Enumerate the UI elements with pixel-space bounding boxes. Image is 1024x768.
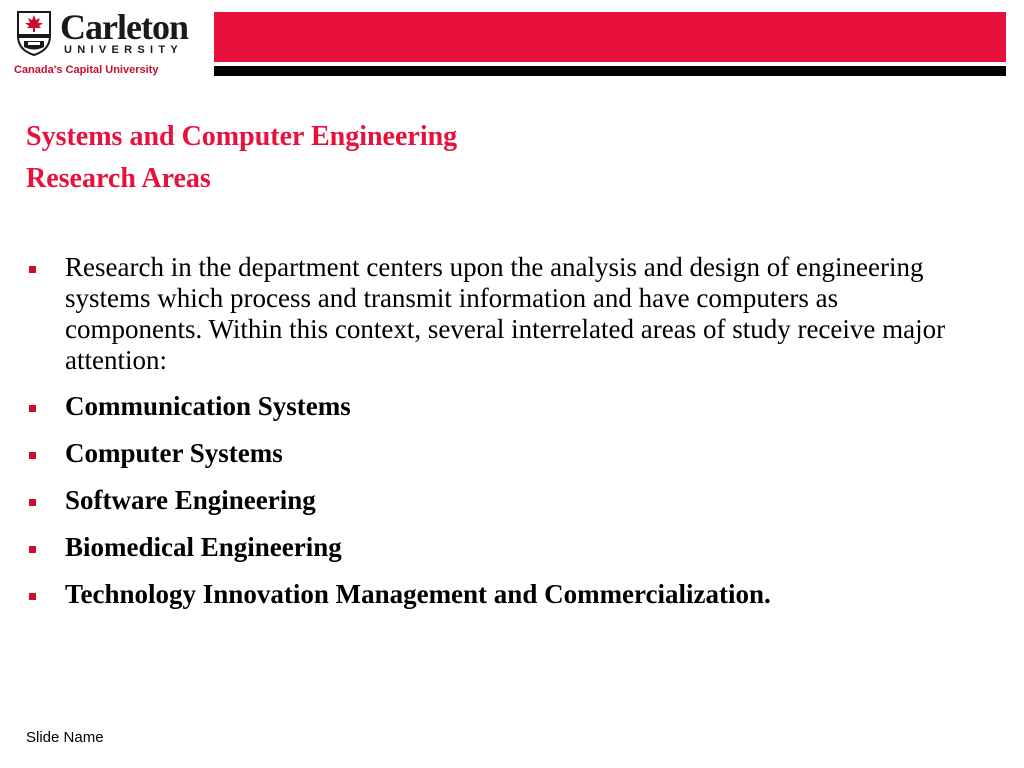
logo-university: UNIVERSITY xyxy=(64,44,184,56)
bullet-marker-icon xyxy=(29,546,36,553)
bullet-list xyxy=(26,252,966,626)
bullet-area-text: Communication Systems xyxy=(65,391,351,421)
slide-footer-label: Slide Name xyxy=(26,729,104,746)
bullet-marker-icon xyxy=(29,405,36,412)
bullet-marker-icon xyxy=(29,499,36,506)
logo-name: Carleton xyxy=(60,7,188,47)
header-red-bar xyxy=(214,12,1006,62)
bullet-area-computer xyxy=(26,438,966,469)
bullet-intro-text: Research in the department centers upon the analysis and design of engineering systems which process and transmit information and have computers as components. Within this context, several interrelated areas of study receive major attention: xyxy=(65,252,946,375)
logo-tagline: Canada's Capital University xyxy=(14,64,159,76)
bullet-area-text: Technology Innovation Management and Commercialization. xyxy=(65,579,771,609)
bullet-area-text: Biomedical Engineering xyxy=(65,532,342,562)
slide-title-line1: Systems and Computer Engineering xyxy=(26,121,458,152)
bullet-area-technology xyxy=(26,579,966,610)
slide-title-line2: Research Areas xyxy=(26,163,211,194)
bullet-area-biomedical xyxy=(26,532,966,563)
slide-title xyxy=(26,116,457,200)
bullet-marker-icon xyxy=(29,266,36,273)
university-shield-icon xyxy=(16,10,52,56)
bullet-marker-icon xyxy=(29,593,36,600)
bullet-area-text: Software Engineering xyxy=(65,485,316,515)
bullet-intro xyxy=(26,252,966,376)
header-black-bar xyxy=(214,66,1006,76)
bullet-area-software xyxy=(26,485,966,516)
carleton-logo xyxy=(14,8,194,80)
bullet-area-communication xyxy=(26,391,966,422)
bullet-area-text: Computer Systems xyxy=(65,438,283,468)
bullet-marker-icon xyxy=(29,452,36,459)
